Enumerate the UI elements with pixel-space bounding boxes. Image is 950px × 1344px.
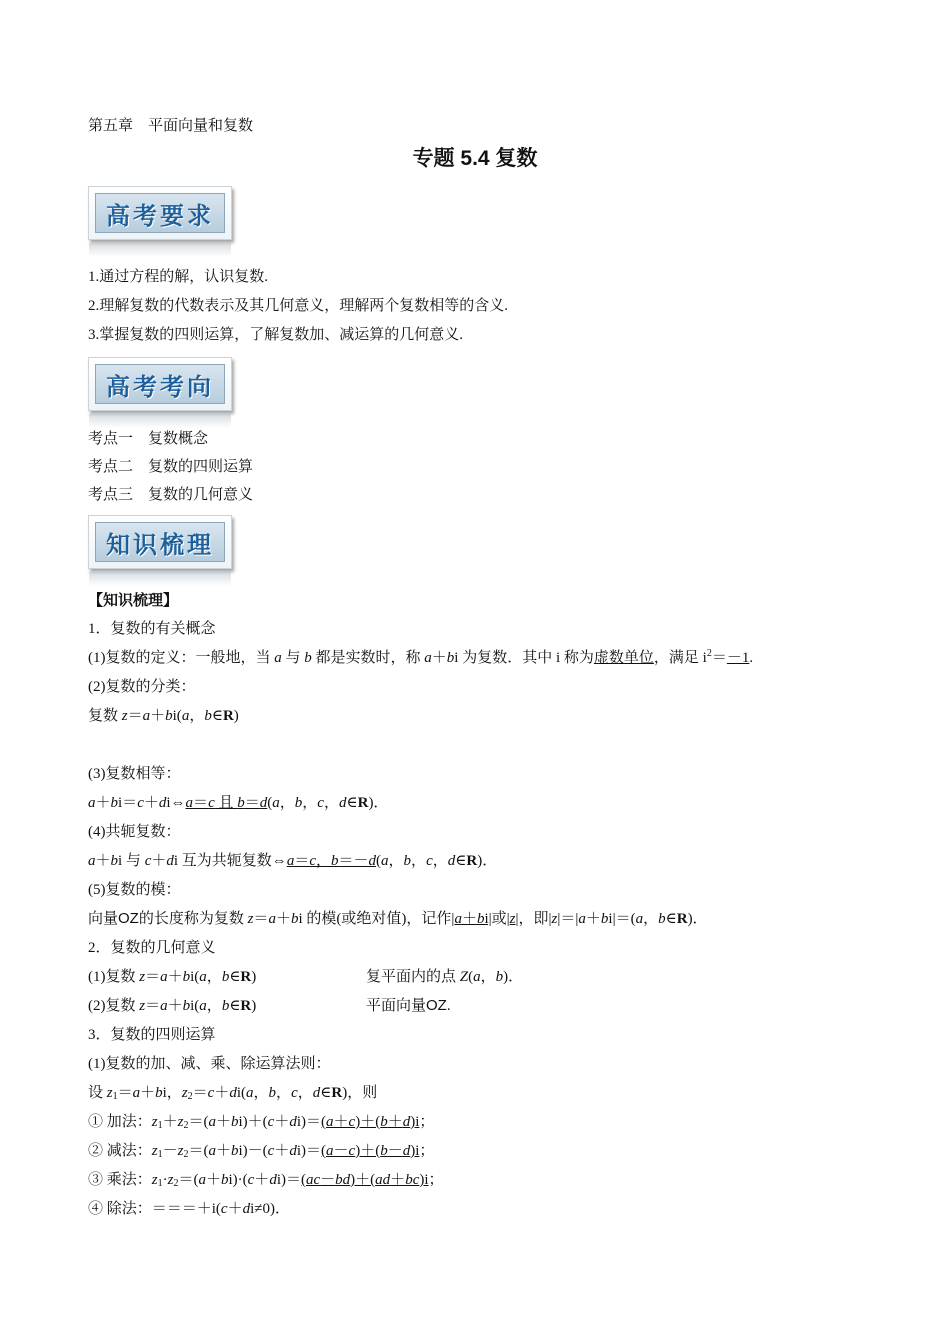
- banner-requirements: [88, 186, 232, 240]
- addition-rule: ① 加法：$z_1+z_2=(a+bi)+(c+di)=(a+c)+(b+d)i$；: [88, 1114, 435, 1131]
- modulus-title: (5)复数的模：: [88, 882, 181, 898]
- exam-point-item: 考点一 复数概念: [88, 431, 209, 447]
- classification-title: (2)复数的分类：: [88, 679, 196, 695]
- page-title: 专题 5.4 复数: [412, 147, 538, 170]
- multiplication-rule: ③ 乘法：$z_1\cdot z_2=(a+bi)\cdot(c+di)=(ac-bd)+(ad+bc)i$；: [88, 1172, 444, 1189]
- modulus-formula: 向量OZ的长度称为复数 z＝a＋bi 的模(或绝对值)，记作|a＋bi|或|z|，即|z|＝|a＋bi|＝(a，b∈R)．: [88, 910, 708, 927]
- section-1-title: 1．复数的有关概念: [88, 621, 216, 637]
- geometry-item-2-right: 平面向量OZ.: [366, 997, 451, 1014]
- knowledge-heading: 【知识梳理】: [88, 593, 179, 609]
- definition-line: (1)复数的定义：一般地，当 a 与 b 都是实数时，称 a＋bi 为复数．其中 i 称为虚数单位，满足 $i^2=-1$.: [88, 648, 754, 666]
- banner-knowledge: [88, 515, 232, 569]
- requirement-item: 2.理解复数的代数表示及其几何意义，理解两个复数相等的含义.: [88, 298, 509, 314]
- banner-direction: [88, 357, 232, 411]
- banner-requirements-label: 高考要求: [95, 193, 225, 233]
- division-rule: ④ 除法：＝＝＝＋i(c＋di≠0)．: [88, 1201, 291, 1217]
- conjugate-title: (4)共轭复数：: [88, 824, 181, 840]
- equality-formula: a＋bi＝c＋di⇔a＝c 且 b＝d(a，b，c，d∈R)．: [88, 795, 389, 811]
- requirement-item: 3.掌握复数的四则运算，了解复数加、减运算的几何意义.: [88, 327, 464, 343]
- geometry-item-2-left: (2)复数 z＝a＋bi(a，b∈R): [88, 998, 257, 1014]
- rules-title: (1)复数的加、减、乘、除运算法则：: [88, 1056, 331, 1072]
- geometry-item-1-left: (1)复数 z＝a＋bi(a，b∈R): [88, 969, 257, 985]
- conjugate-formula: a＋bi 与 c＋di 互为共轭复数⇔a＝c，b＝－d(a，b，c，d∈R)．: [88, 853, 498, 869]
- section-3-title: 3．复数的四则运算: [88, 1027, 216, 1043]
- banner-knowledge-label: 知识梳理: [95, 522, 225, 562]
- imaginary-unit-term: 虚数单位: [593, 650, 654, 666]
- complex-form-line: 复数 z＝a＋bi(a，b∈R): [88, 708, 239, 724]
- subtraction-rule: ② 减法：$z_1-z_2=(a+bi)-(c+di)=(a-c)+(b-d)i$；: [88, 1143, 435, 1160]
- geometry-item-1-right: 复平面内的点 Z(a，b)．: [366, 969, 524, 985]
- chapter-label: 第五章 平面向量和复数: [88, 118, 254, 134]
- section-2-title: 2．复数的几何意义: [88, 940, 216, 956]
- exam-point-item: 考点三 复数的几何意义: [88, 487, 254, 503]
- equality-title: (3)复数相等：: [88, 766, 181, 782]
- banner-direction-label: 高考考向: [95, 364, 225, 404]
- requirement-item: 1.通过方程的解，认识复数.: [88, 269, 269, 285]
- rules-setup: 设 $z_1=a+bi$，$z_2=c+di(a$，b，c，d∈R)，则: [88, 1085, 378, 1102]
- exam-point-item: 考点二 复数的四则运算: [88, 459, 254, 475]
